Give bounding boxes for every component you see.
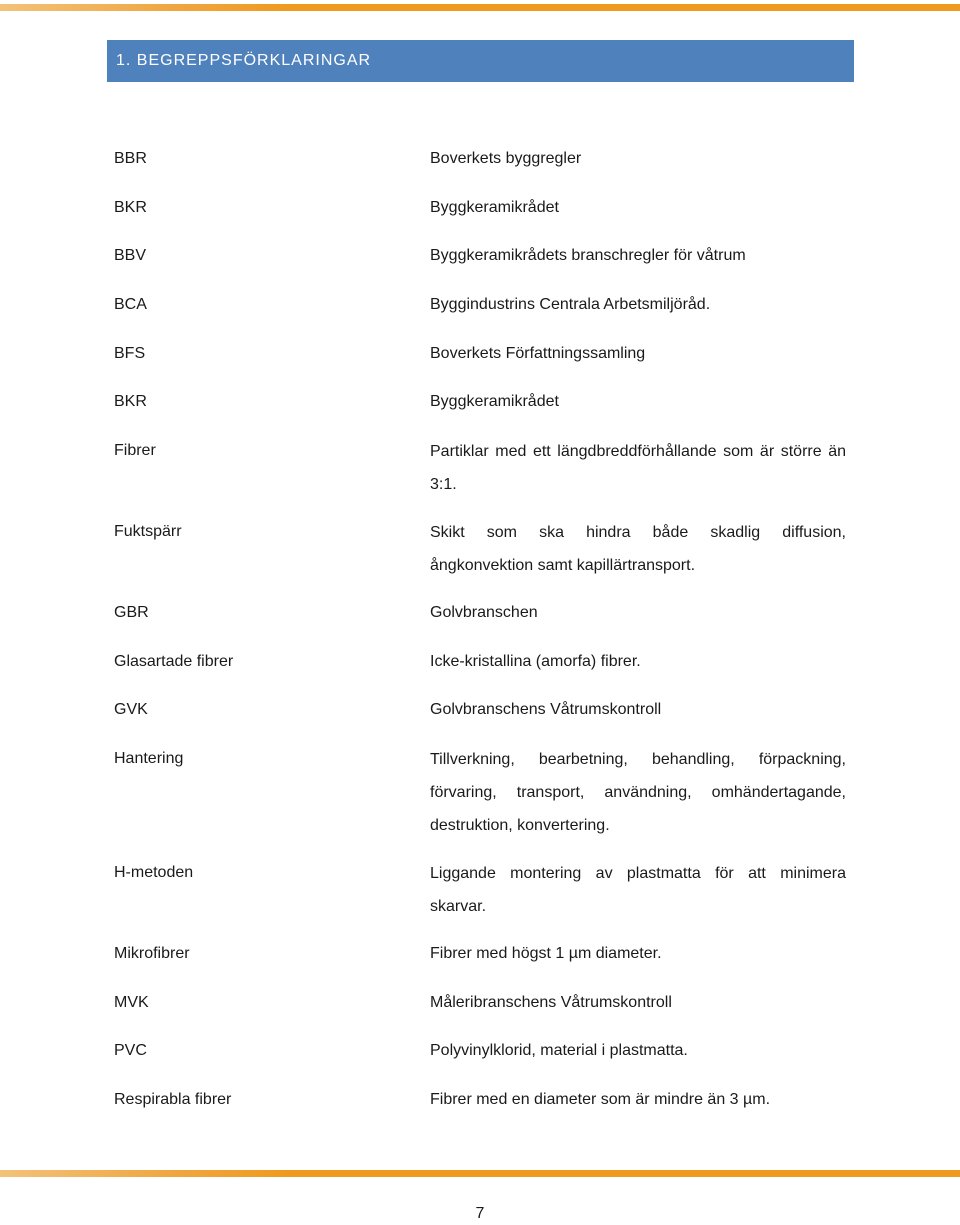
glossary-definition: Fibrer med en diameter som är mindre än 3 µm. [430, 1091, 771, 1108]
glossary-definition: Golvbranschens Våtrumskontroll [430, 701, 662, 718]
glossary-definition: Boverkets Författningssamling [430, 345, 646, 362]
page-number: 7 [475, 1205, 485, 1222]
glossary-definition: Byggkeramikrådet [430, 393, 559, 410]
glossary-term: BBR [114, 150, 147, 167]
glossary-term: MVK [114, 994, 149, 1011]
glossary-definition: Fibrer med högst 1 µm diameter. [430, 945, 662, 962]
glossary-definition: Boverkets byggregler [430, 150, 582, 167]
glossary-term: GVK [114, 701, 148, 718]
glossary-term: Hantering [114, 750, 184, 767]
section-heading [107, 40, 854, 82]
glossary-term: BFS [114, 345, 146, 362]
glossary-term: Fuktspärr [114, 523, 182, 540]
glossary-definition: Byggkeramikrådets branschregler för våtrum [430, 247, 746, 264]
glossary-definition: Skikt som ska hindra både skadlig diffusion, ångkonvektion samt kapillärtransport. [430, 524, 846, 574]
glossary-term: GBR [114, 604, 149, 621]
glossary-term: Mikrofibrer [114, 945, 190, 962]
glossary-term: BBV [114, 247, 147, 264]
glossary-definition: Tillverkning, bearbetning, behandling, förpackning, förvaring, transport, användning, omhändertagande, destruktion, konvertering. [430, 751, 846, 834]
glossary-definition: Partiklar med ett längdbreddförhållande som är större än 3:1. [430, 443, 846, 493]
glossary-term: Fibrer [114, 442, 156, 459]
glossary-term: PVC [114, 1042, 147, 1059]
section-heading-text: 1. BEGREPPSFÖRKLARINGAR [116, 52, 372, 69]
glossary-definition: Polyvinylklorid, material i plastmatta. [430, 1042, 688, 1059]
top-decorative-bar [0, 4, 960, 11]
glossary-term: H-metoden [114, 864, 194, 881]
glossary-definition: Byggindustrins Centrala Arbetsmiljöråd. [430, 296, 711, 313]
bottom-decorative-bar [0, 1170, 960, 1177]
glossary-term: BKR [114, 199, 147, 216]
glossary-term: Glasartade fibrer [114, 653, 234, 670]
glossary-definition: Golvbranschen [430, 604, 538, 621]
glossary-term: BCA [114, 296, 147, 313]
glossary-definition: Måleribranschens Våtrumskontroll [430, 994, 672, 1011]
glossary-definition: Byggkeramikrådet [430, 199, 559, 216]
glossary-definition: Liggande montering av plastmatta för att minimera skarvar. [430, 865, 846, 915]
glossary-term: Respirabla fibrer [114, 1091, 232, 1108]
glossary-definition: Icke-kristallina (amorfa) fibrer. [430, 653, 641, 670]
glossary-term: BKR [114, 393, 147, 410]
